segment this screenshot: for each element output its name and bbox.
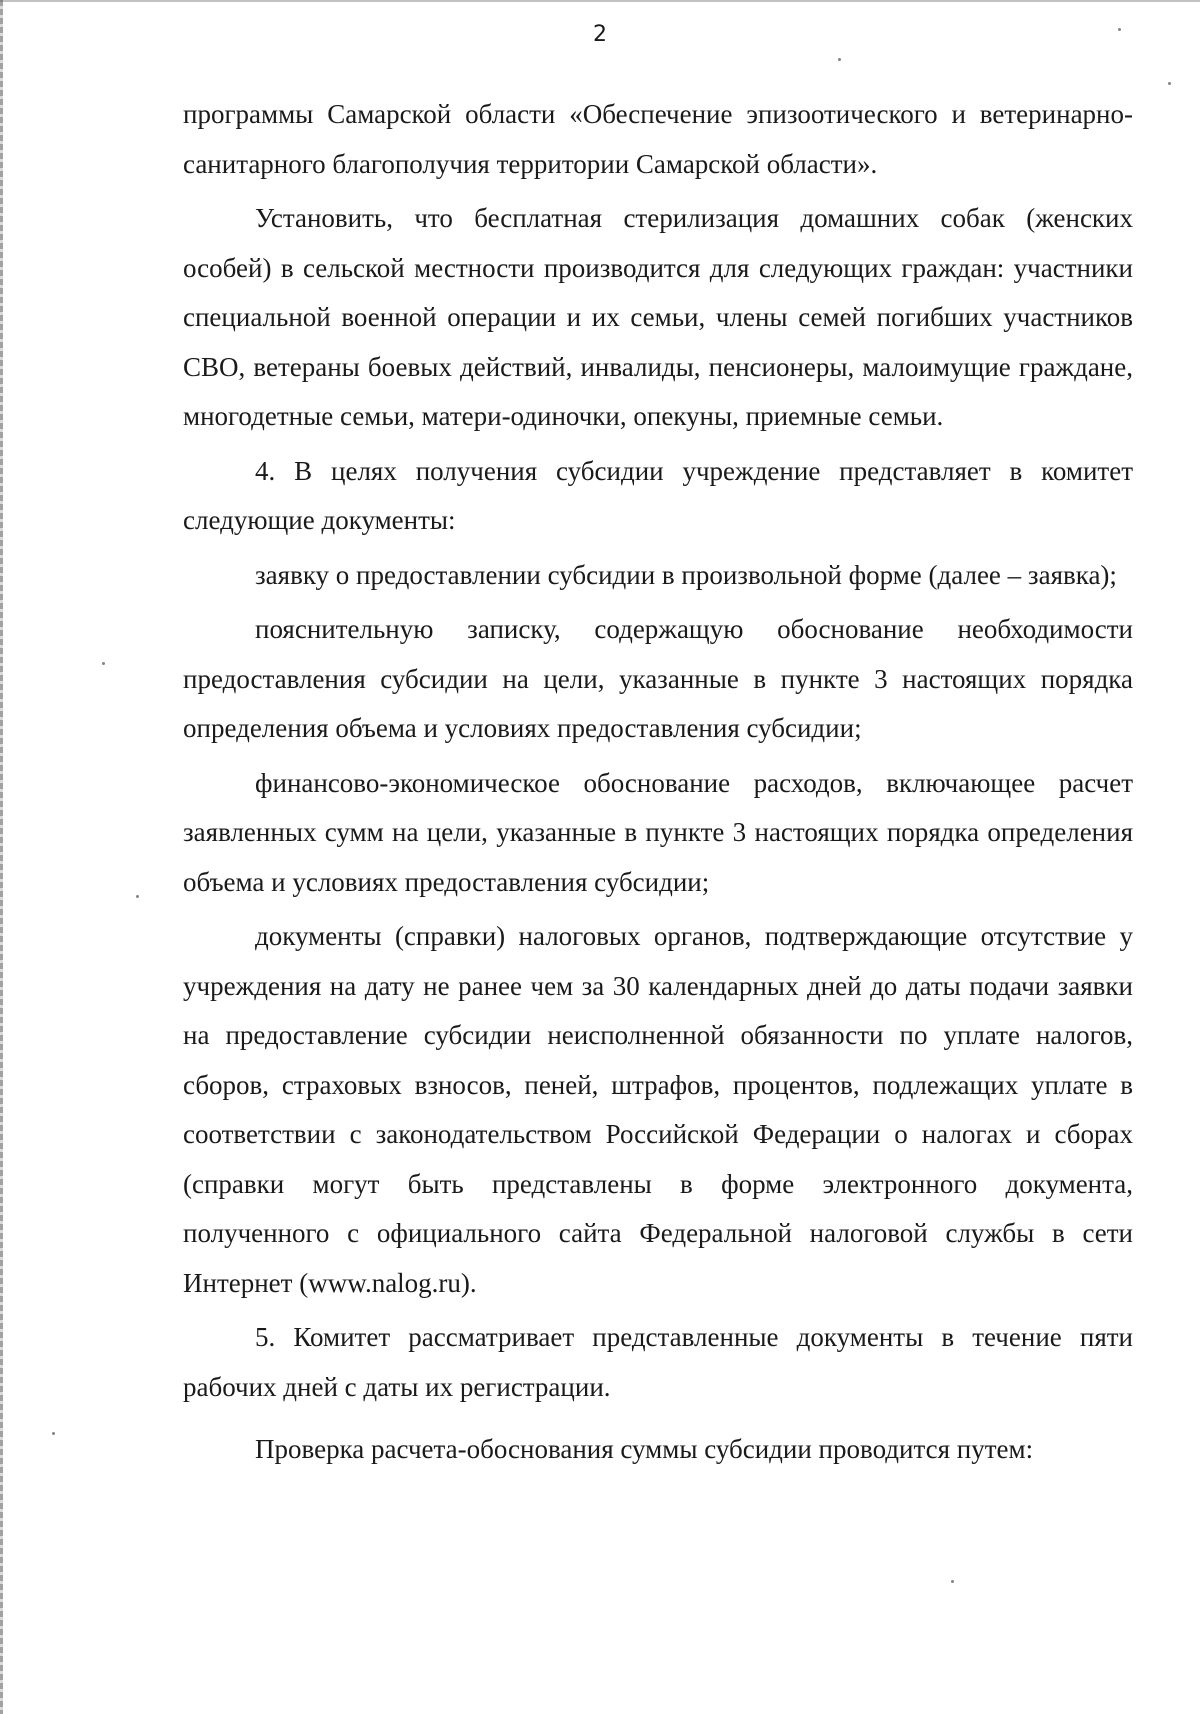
scan-speck <box>52 1432 55 1435</box>
scan-speck <box>1168 82 1171 85</box>
paragraph-explanatory-note: пояснительную записку, содержащую обоснование необходимости предоставления субсидии на цели, указанные в пункте 3 настоящих порядка определения объема и условиях предоставления субсидии; <box>183 614 1133 743</box>
paragraph-verification: Проверка расчета-обоснования суммы субсидии проводится путем: <box>255 1434 1034 1464</box>
paragraph-program-continuation: программы Самарской области «Обеспечение эпизоотического и ветеринарно-санитарного благополучия территории Самарской области». <box>183 99 1133 179</box>
paragraph-item-5: 5. Комитет рассматривает представленные документы в течение пяти рабочих дней с даты их регистрации. <box>183 1322 1133 1402</box>
scan-speck <box>102 662 105 665</box>
scan-speck <box>838 58 841 61</box>
paragraph-tax-documents: документы (справки) налоговых органов, подтверждающие отсутствие у учреждения на дату не ранее чем за 30 календарных дней до даты подачи заявки на предоставление субсидии неисполненной обязанности по уплате налогов, сборов, страховых взносов, пеней, штрафов, процентов, подлежащих уплате в соответствии с законодательством Российской Федерации о налогах и сборах (справки могут быть представлены в форме электронного документа, полученного с официального сайта Федеральной налоговой службы в сети Интернет (www.nalog.ru). <box>183 921 1133 1298</box>
document-body <box>183 90 1133 1475</box>
page-number: 2 <box>593 22 607 47</box>
scan-edge-left <box>0 0 3 1714</box>
scan-speck <box>951 1580 954 1583</box>
scan-speck <box>1118 28 1121 31</box>
paragraph-application: заявку о предоставлении субсидии в произвольной форме (далее – заявка); <box>255 559 1117 590</box>
scan-edge-top <box>0 0 1200 2</box>
paragraph-financial-justification: финансово-экономическое обоснование расходов, включающее расчет заявленных сумм на цели, указанные в пункте 3 настоящих порядка определения объема и условиях предоставления субсидии; <box>183 767 1133 897</box>
scan-speck <box>136 895 139 898</box>
paragraph-free-sterilization: Установить, что бесплатная стерилизация домашних собак (женских особей) в сельской местности производится для следующих граждан: участники специальной военной операции и их семьи, члены семей погибших участников СВО, ветераны боевых действий, инвалиды, пенсионеры, малоимущие граждане, многодетные семьи, матери-одиночки, опекуны, приемные семьи. <box>183 203 1133 431</box>
paragraph-item-4: 4. В целях получения субсидии учреждение представляет в комитет следующие документы: <box>183 455 1133 535</box>
